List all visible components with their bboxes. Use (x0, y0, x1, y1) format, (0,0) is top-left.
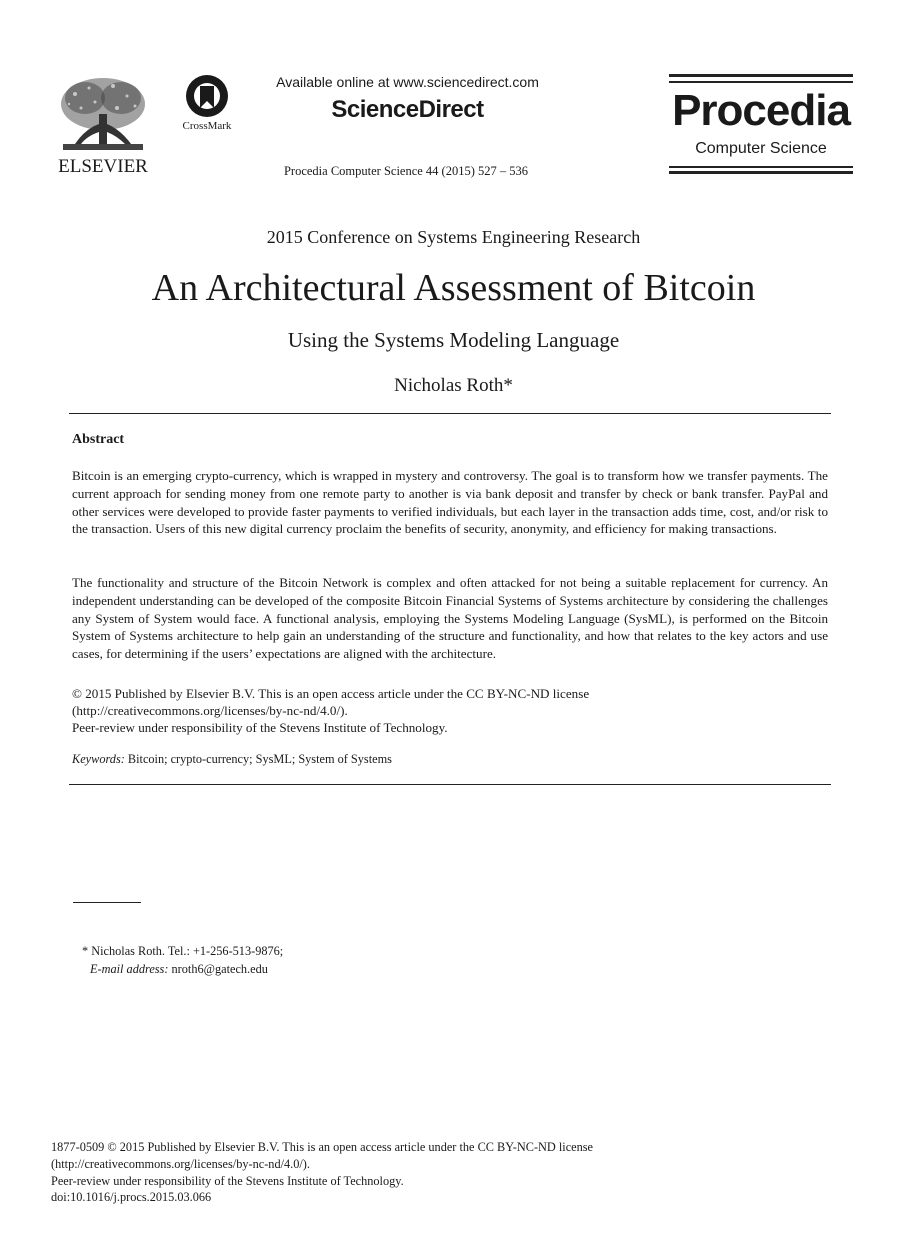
author-name: Nicholas Roth* (394, 375, 513, 396)
article-subtitle: Using the Systems Modeling Language (287, 328, 620, 352)
page-footer (51, 1139, 811, 1206)
procedia-subtitle: Computer Science (695, 140, 827, 157)
footnote-email-line (82, 961, 283, 979)
footnote-rule (73, 902, 141, 903)
keywords-values: Bitcoin; crypto-currency; SysML; System of Systems (127, 752, 392, 766)
abstract-paragraph-1: Bitcoin is an emerging crypto-currency, which is wrapped in mystery and controversy. The goal is to transform how we transfer payments. The current approach for sending money from one remote party to another is via bank deposit and transfer by check or bank transfer. PayPal and other services were developed to provide faster payments to verified individuals, but each layer in the transaction adds time, cost, and/or risk to the transaction. Users of this new digital currency proclaim the benefits of security, anonymity, and efficiency for making transactions. (72, 468, 828, 537)
publisher-name: ELSEVIER (58, 156, 148, 177)
footer-issn-license: 1877-0509 © 2015 Published by Elsevier B.V. This is an open access article under the CC BY-NC-ND license (51, 1140, 594, 1154)
procedia-top-rule (669, 74, 853, 77)
elsevier-logo (55, 74, 151, 178)
copyright-line: © 2015 Published by Elsevier B.V. This is an open access article under the CC BY-NC-ND license (72, 686, 590, 701)
procedia-bottom-rule-thin (669, 166, 853, 168)
footer-doi[interactable]: doi:10.1016/j.procs.2015.03.066 (51, 1190, 212, 1205)
copyright-block (72, 686, 832, 736)
keywords-label: Keywords: (72, 752, 125, 766)
footnote-contact: * Nicholas Roth. Tel.: +1-256-513-9876; (82, 944, 284, 958)
peer-review-line: Peer-review under responsibility of the Stevens Institute of Technology. (72, 719, 448, 735)
footer-license-link[interactable]: (http://creativecommons.org/licenses/by-nc-nd/4.0/). (51, 1156, 310, 1171)
procedia-logo (669, 74, 853, 176)
conference-name: 2015 Conference on Systems Engineering Research (266, 227, 641, 247)
footer-peer-review: Peer-review under responsibility of the Stevens Institute of Technology. (51, 1173, 404, 1188)
procedia-bottom-rule (669, 171, 853, 174)
email-label: E-mail address: (90, 961, 169, 976)
abstract-paragraph-2: The functionality and structure of the Bitcoin Network is complex and often attacked for not being a suitable replacement for currency. An independent understanding can be developed of the composite Bitcoin Financial Systems of Systems architecture by considering the challenges any System of System would face. A functional analysis, employing the Systems Modeling Language (SysML), is performed on the Bitcoin System of Systems architecture to help gain an understanding of the structure and functionality, and how that relates to the key actors and use cases, for determining if the users’ expectations are aligned with the architecture. (72, 575, 828, 662)
available-online-text[interactable]: Available online at www.sciencedirect.com (276, 74, 539, 90)
journal-citation: Procedia Computer Science 44 (2015) 527 – 536 (283, 164, 529, 178)
crossmark-logo[interactable] (176, 74, 238, 134)
elsevier-tree-icon (55, 74, 151, 156)
divider-bottom (69, 784, 831, 785)
crossmark-label: CrossMark (182, 120, 232, 132)
author-footnote (82, 943, 283, 978)
procedia-title: Procedia (672, 86, 850, 135)
crossmark-icon (176, 74, 238, 120)
email-address[interactable]: nroth6@gatech.edu (171, 961, 268, 976)
article-title: An Architectural Assessment of Bitcoin (151, 267, 756, 309)
procedia-top-rule-thin (669, 81, 853, 83)
license-link[interactable]: (http://creativecommons.org/licenses/by-nc-nd/4.0/). (72, 702, 348, 718)
sciencedirect-logo[interactable]: ScienceDirect (331, 96, 484, 123)
divider-top (69, 413, 831, 414)
keywords-line (72, 752, 392, 767)
abstract-heading: Abstract (72, 432, 125, 447)
